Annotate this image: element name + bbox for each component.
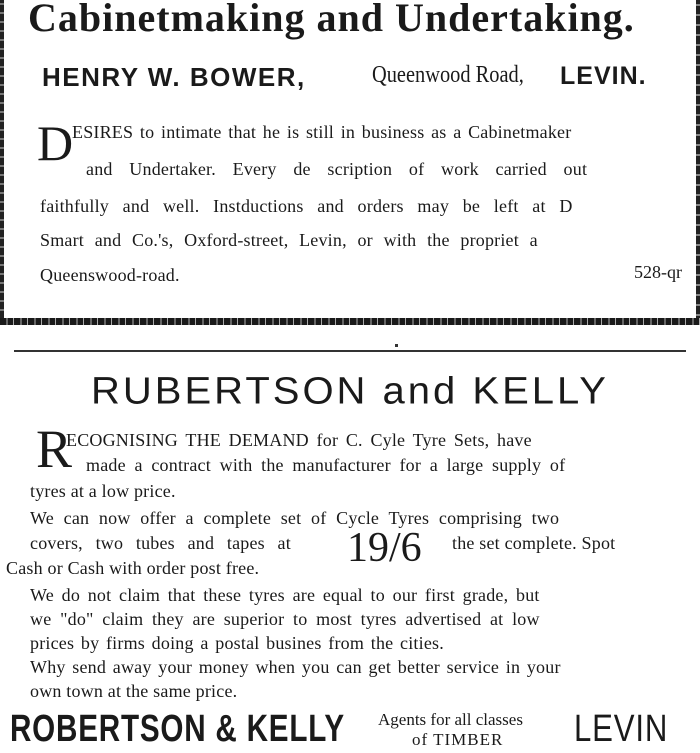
body-line: the set complete. Spot (452, 533, 616, 553)
body-line: we "do" claim they are superior to most tyres advertised at low (30, 609, 540, 629)
body-line: Smart and Co.'s, Oxford-street, Levin, or with the propriet a (40, 230, 538, 250)
border-bottom (0, 318, 700, 325)
drop-cap: D (37, 115, 74, 171)
border-left (0, 0, 4, 322)
advertiser-address: Queenwood Road, (372, 62, 524, 88)
border-right (696, 0, 700, 322)
body-line: Cash or Cash with order post free. (6, 558, 260, 578)
body-line: ECOGNISING THE DEMAND for C. Cyle Tyre Sets, have (66, 430, 532, 450)
body-line: prices by firms doing a postal busines from the cities. (30, 633, 444, 653)
body-line: made a contract with the manufacturer for a large supply of (86, 455, 566, 475)
body-line: We can now offer a complete set of Cycle Tyres comprising two (30, 508, 560, 528)
footer-advertiser-name: ROBERTSON & KELLY (10, 708, 345, 750)
body-line: own town at the same price. (30, 681, 238, 701)
footer-agents-line: Agents for all classes (378, 710, 523, 729)
body-line: ESIRES to intimate that he is still in business as a Cabinetmaker (72, 122, 572, 142)
body-line: and Undertaker. Every de scription of work carried out (86, 159, 588, 179)
print-speck (395, 344, 398, 347)
column-rule (14, 350, 686, 352)
ad-heading: Cabinetmaking and Undertaking. (28, 0, 635, 40)
body-line: Why send away your money when you can get better service in your (30, 657, 561, 677)
ad-heading: RUBERTSON and KELLY (91, 370, 609, 412)
body-line: tyres at a low price. (30, 481, 176, 501)
body-line: covers, two tubes and tapes at (30, 533, 291, 553)
footer-timber-line: of TIMBER (412, 730, 504, 749)
footer-town: LEVIN (574, 708, 669, 750)
body-line: We do not claim that these tyres are equal to our first grade, but (30, 585, 540, 605)
price: 19/6 (347, 525, 422, 571)
ad-reference-code: 528-qr (634, 262, 682, 282)
advertiser-name: HENRY W. BOWER, (42, 62, 306, 92)
drop-cap: R (36, 419, 73, 479)
advertiser-town: LEVIN. (560, 62, 647, 90)
cabinetmaker-advertisement (0, 0, 700, 330)
body-line: Queenswood-road. (40, 265, 180, 285)
body-line: faithfully and well. Instductions and orders may be left at D (40, 196, 573, 216)
